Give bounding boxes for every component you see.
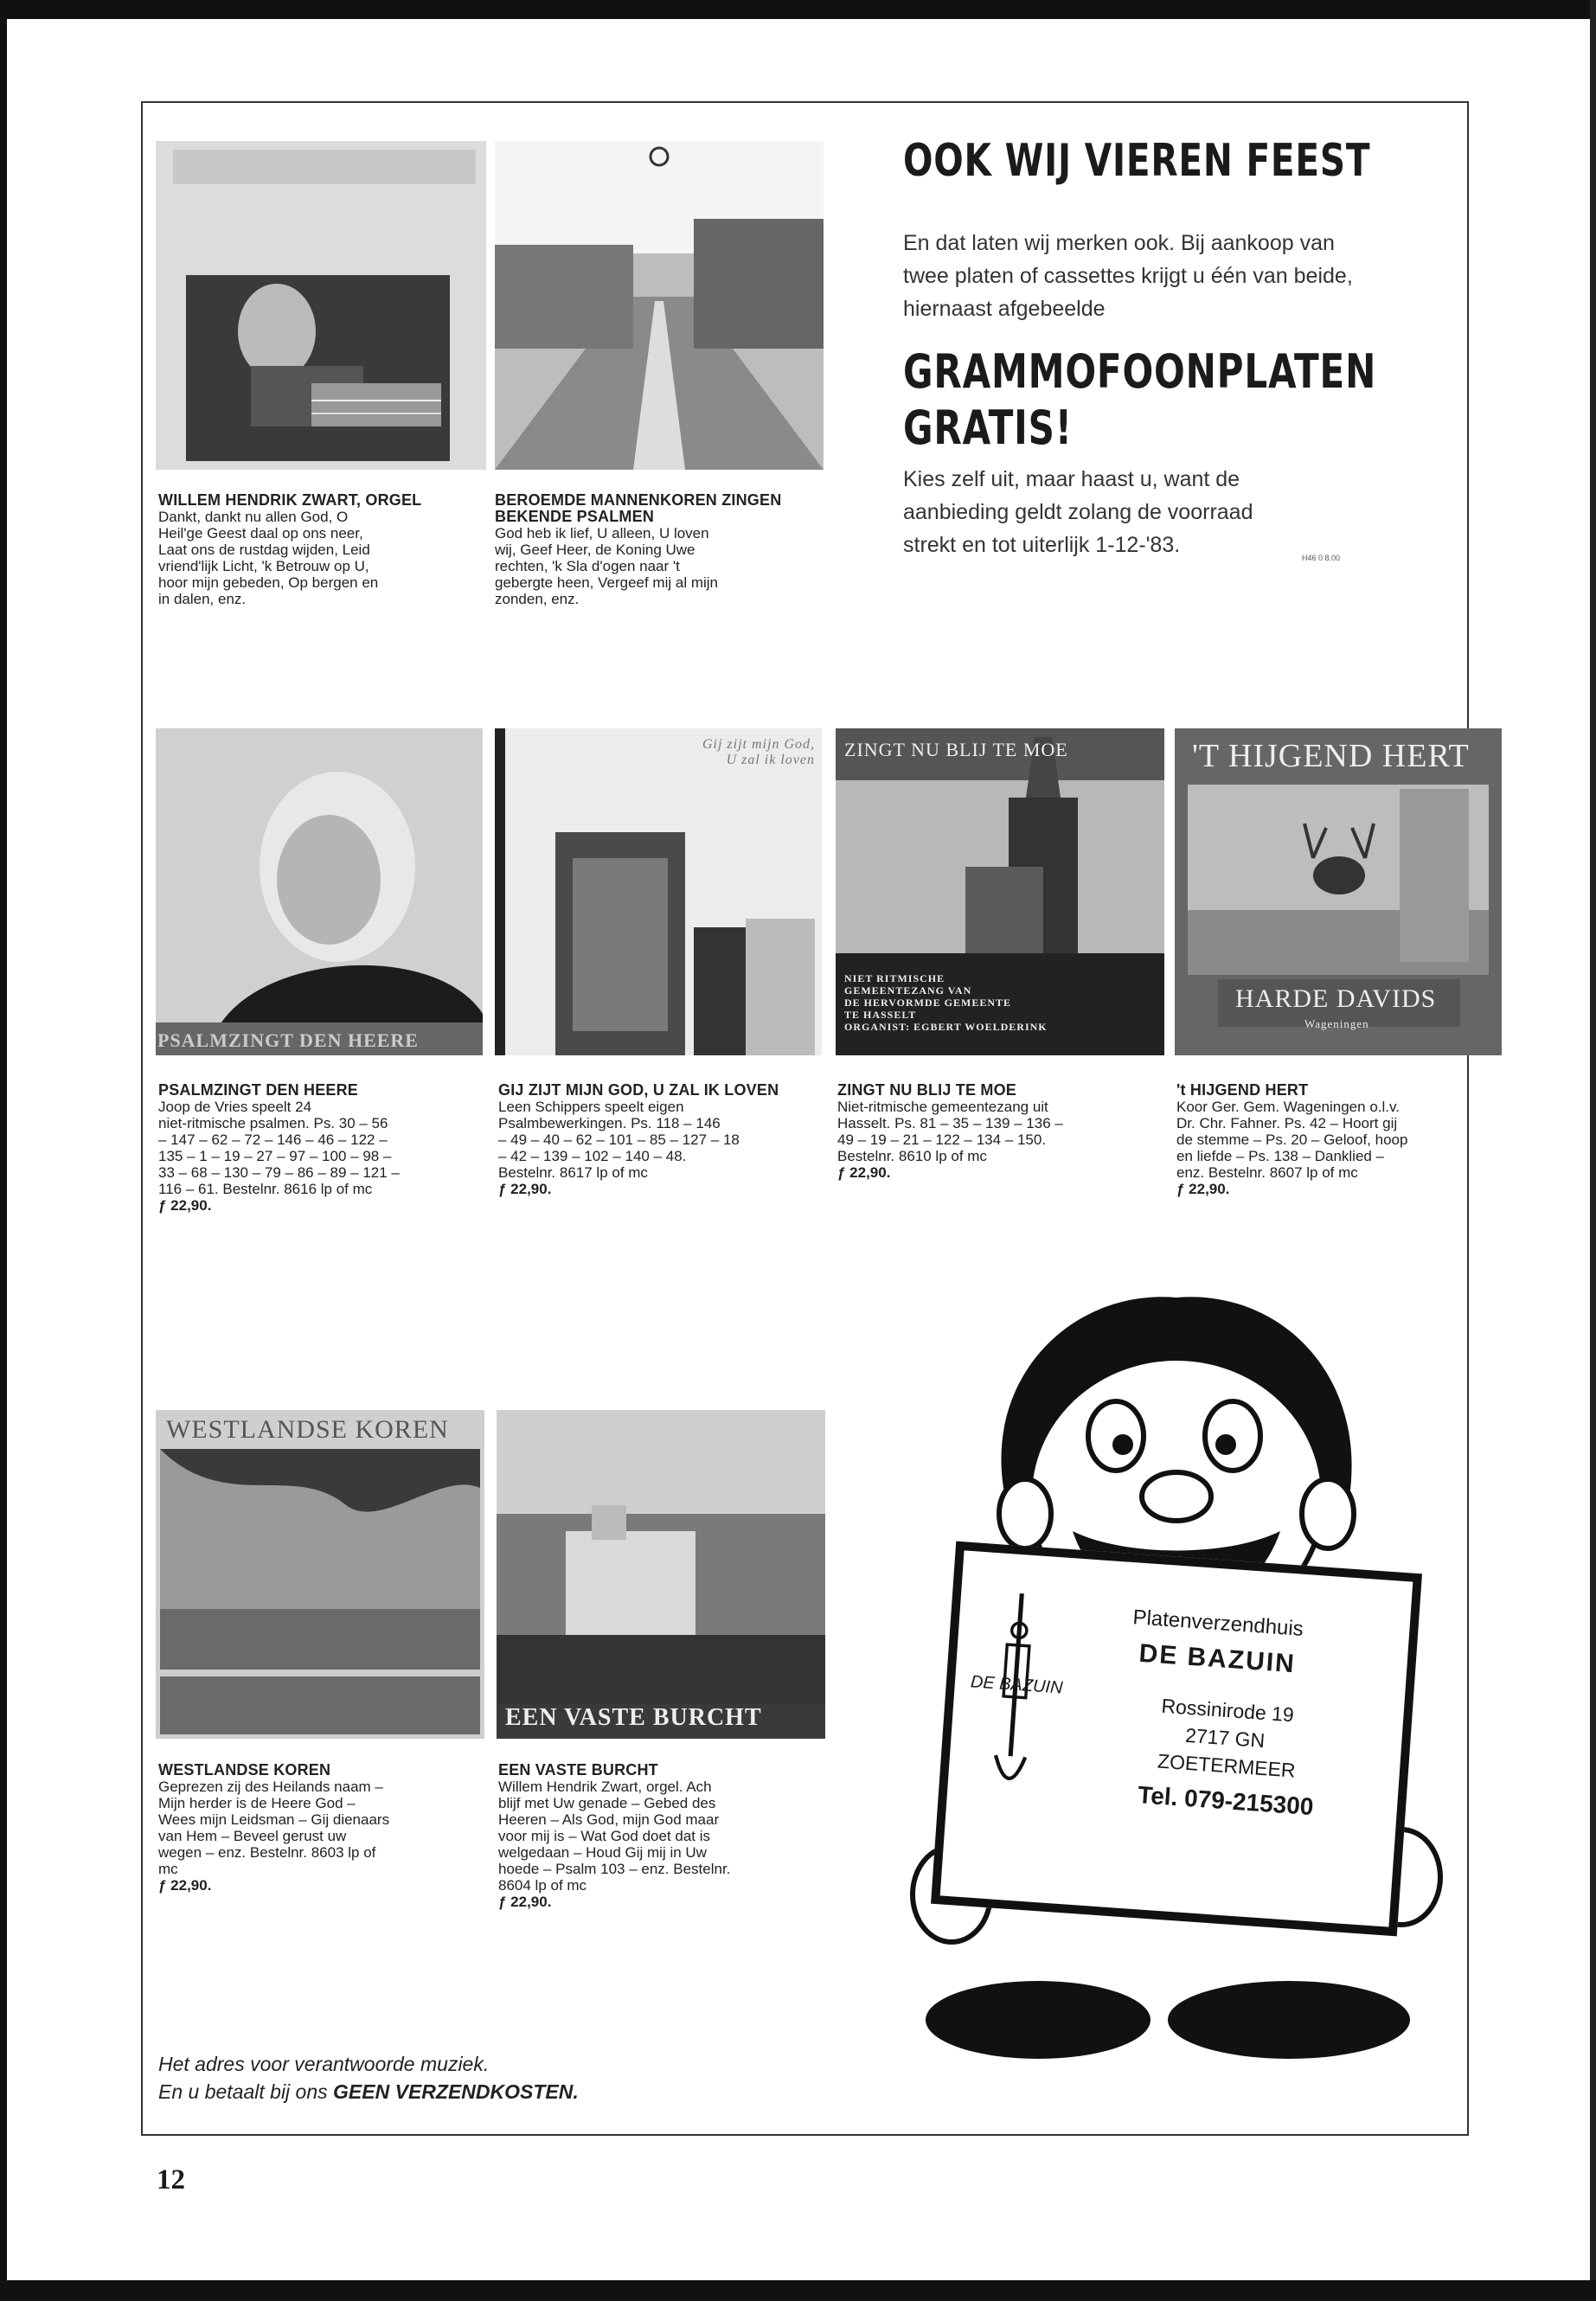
headline-title: OOK WIJ VIEREN FEEST [903,135,1371,187]
record-price: ƒ 22,90. [498,1181,552,1197]
record-price: ƒ 22,90. [1176,1181,1230,1197]
logo-text: DE BAZUIN [970,1672,1064,1698]
record-caption [498,1082,827,1197]
album-cover-psalmzingt [156,728,483,1055]
scan-border-bottom [0,2280,1596,2301]
record-title: 't HIJGEND HERT [1176,1081,1309,1099]
scan-border-top [0,0,1596,19]
album-cover-zingt-nu-blij-te-moe [836,728,1164,1055]
cover-text: Gij zijt mijn God, U zal ik loven [702,737,815,767]
record-description: Leen Schippers speelt eigen Psalmbewerkingen. Ps. 118 – 146 – 49 – 40 – 62 – 101 – 85 – 127 – 18 – 42 – 139 – 102 – 140 – 48. Bestelnr. 8617 lp of mc [498,1099,740,1181]
headline-closing: Kies zelf uit, maar haast u, want de aanbieding geldt zolang de voorraad strekt en tot uiterlijk 1-12-'83. [903,467,1253,557]
album-cover-westlandse-koren [156,1410,484,1739]
record-description: Niet-ritmische gemeentezang uit Hasselt. Ps. 81 – 35 – 139 – 136 – 49 – 19 – 21 – 122 – 134 – 150. Bestelnr. 8610 lp of mc [837,1099,1063,1164]
footer-line2-bold: GEEN VERZENDKOSTEN. [333,2080,579,2103]
record-title: BEROEMDE MANNENKOREN ZINGEN BEKENDE PSALMEN [495,491,782,525]
record-price: ƒ 22,90. [837,1164,891,1181]
footer-line2 [158,2078,579,2106]
headline-offer-line2: GRATIS! [903,401,1073,455]
footer-line1: Het adres voor verantwoorde muziek. [158,2053,490,2075]
record-caption [158,1082,487,1214]
cover-text: PSALMZINGT DEN HEERE [157,1029,419,1051]
record-price: ƒ 22,90. [498,1894,552,1910]
record-title: ZINGT NU BLIJ TE MOE [837,1081,1017,1099]
cover-title: WESTLANDSE KOREN [166,1415,449,1444]
address-sign [931,1541,1422,1937]
footer-line2-prefix: En u betaalt bij ons [158,2080,334,2103]
mascot-illustration [900,1272,1453,2067]
record-description: Koor Ger. Gem. Wageningen o.l.v. Dr. Chr. Fahner. Ps. 42 – Hoort gij de stemme – Ps. 20 – Geloof, hoop en liefde – Ps. 138 – Danklied – enz. Bestelnr. 8607 lp of mc [1176,1099,1408,1181]
record-caption [158,492,478,607]
cover-subtitle: NIET RITMISCHE GEMEENTEZANG VAN DE HERVORMDE GEMEENTE TE HASSELT ORGANIST: EGBERT WOELDERINK [844,972,1048,1033]
cover-subtitle: HARDE DAVIDS [1235,984,1437,1013]
sign-line-city: ZOETERMEER [1157,1749,1297,1782]
record-caption [158,1762,487,1894]
footer-tagline [158,2050,579,2106]
record-description: Dankt, dankt nu allen God, O Heil'ge Geest daal op ons neer, Laat ons de rustdag wijden, Leid vriend'lijk Licht, 'k Betrouw op U, hoor mijn gebeden, Op bergen en in dalen, enz. [158,509,379,607]
record-description: Geprezen zij des Heilands naam – Mijn herder is de Heere God – Wees mijn Leidsman – Gij dienaars van Hem – Beveel gerust uw wegen – enz. Bestelnr. 8603 lp of mc [158,1779,390,1877]
cover-title: 'T HIJGEND HERT [1192,738,1470,774]
album-cover-beroemde-mannenkoren [495,141,824,470]
record-price: ƒ 22,90. [158,1197,212,1214]
sign-line-street: Rossinirode 19 [1160,1694,1295,1727]
record-title: PSALMZINGT DEN HEERE [158,1081,359,1099]
page-number: 12 [157,2164,185,2195]
record-description: God heb ik lief, U alleen, U loven wij, Geef Heer, de Koning Uwe rechten, 'k Sla d'ogen naar 't gebergte heen, Vergeef mij al mijn zonden, enz. [495,525,718,607]
sign-line-phone: Tel. 079-215300 [1137,1781,1315,1821]
record-title: EEN VASTE BURCHT [498,1761,658,1779]
album-cover-een-vaste-burcht [497,1410,825,1739]
sign-line-company-name: DE BAZUIN [1138,1638,1297,1679]
record-caption [837,1082,1166,1181]
record-description: Willem Hendrik Zwart, orgel. Ach blijf met Uw genade – Gebed des Heeren – Als God, mijn God maar voor mij is – Wat God doet dat is welgedaan – Houd Gij mij in Uw hoede – Psalm 103 – enz. Bestelnr. 8604 lp of mc [498,1779,731,1894]
album-cover-willem-hendrik-zwart [156,141,486,470]
headline-offer-line1: GRAMMOFOONPLATEN [903,344,1377,399]
sign-line-company-type: Platenverzendhuis [1131,1606,1304,1641]
record-title: WESTLANDSE KOREN [158,1761,331,1779]
scan-border-right [1590,0,1596,2301]
album-cover-gij-zijt-mijn-god [495,728,822,1055]
record-price: ƒ 22,90. [158,1877,212,1894]
cover-title: EEN VASTE BURCHT [505,1704,762,1731]
sign-line-postcode: 2717 GN [1184,1723,1266,1753]
cover-title: ZINGT NU BLIJ TE MOE [844,739,1068,760]
record-caption [1176,1082,1505,1197]
record-caption [498,1762,827,1910]
album-cover-hijgend-hert [1175,728,1502,1055]
record-caption [495,492,815,607]
cover-subtitle-location: Wageningen [1304,1017,1369,1030]
headline-small-code: H46 0 8.00 [1302,554,1341,562]
scan-border-left [0,0,7,2301]
headline-intro: En dat laten wij merken ook. Bij aankoop van twee platen of cassettes krijgt u één van beide, hiernaast afgebeelde [903,231,1353,321]
record-title: GIJ ZIJT MIJN GOD, U ZAL IK LOVEN [498,1081,779,1099]
record-description: Joop de Vries speelt 24 niet-ritmische psalmen. Ps. 30 – 56 – 147 – 62 – 72 – 146 – 46 – 122 – 135 – 1 – 19 – 27 – 97 – 100 – 98 – 33 – 68 – 130 – 79 – 86 – 89 – 121 – 116 – 61. Bestelnr. 8616 lp of mc [158,1099,400,1197]
record-title: WILLEM HENDRIK ZWART, ORGEL [158,491,422,509]
